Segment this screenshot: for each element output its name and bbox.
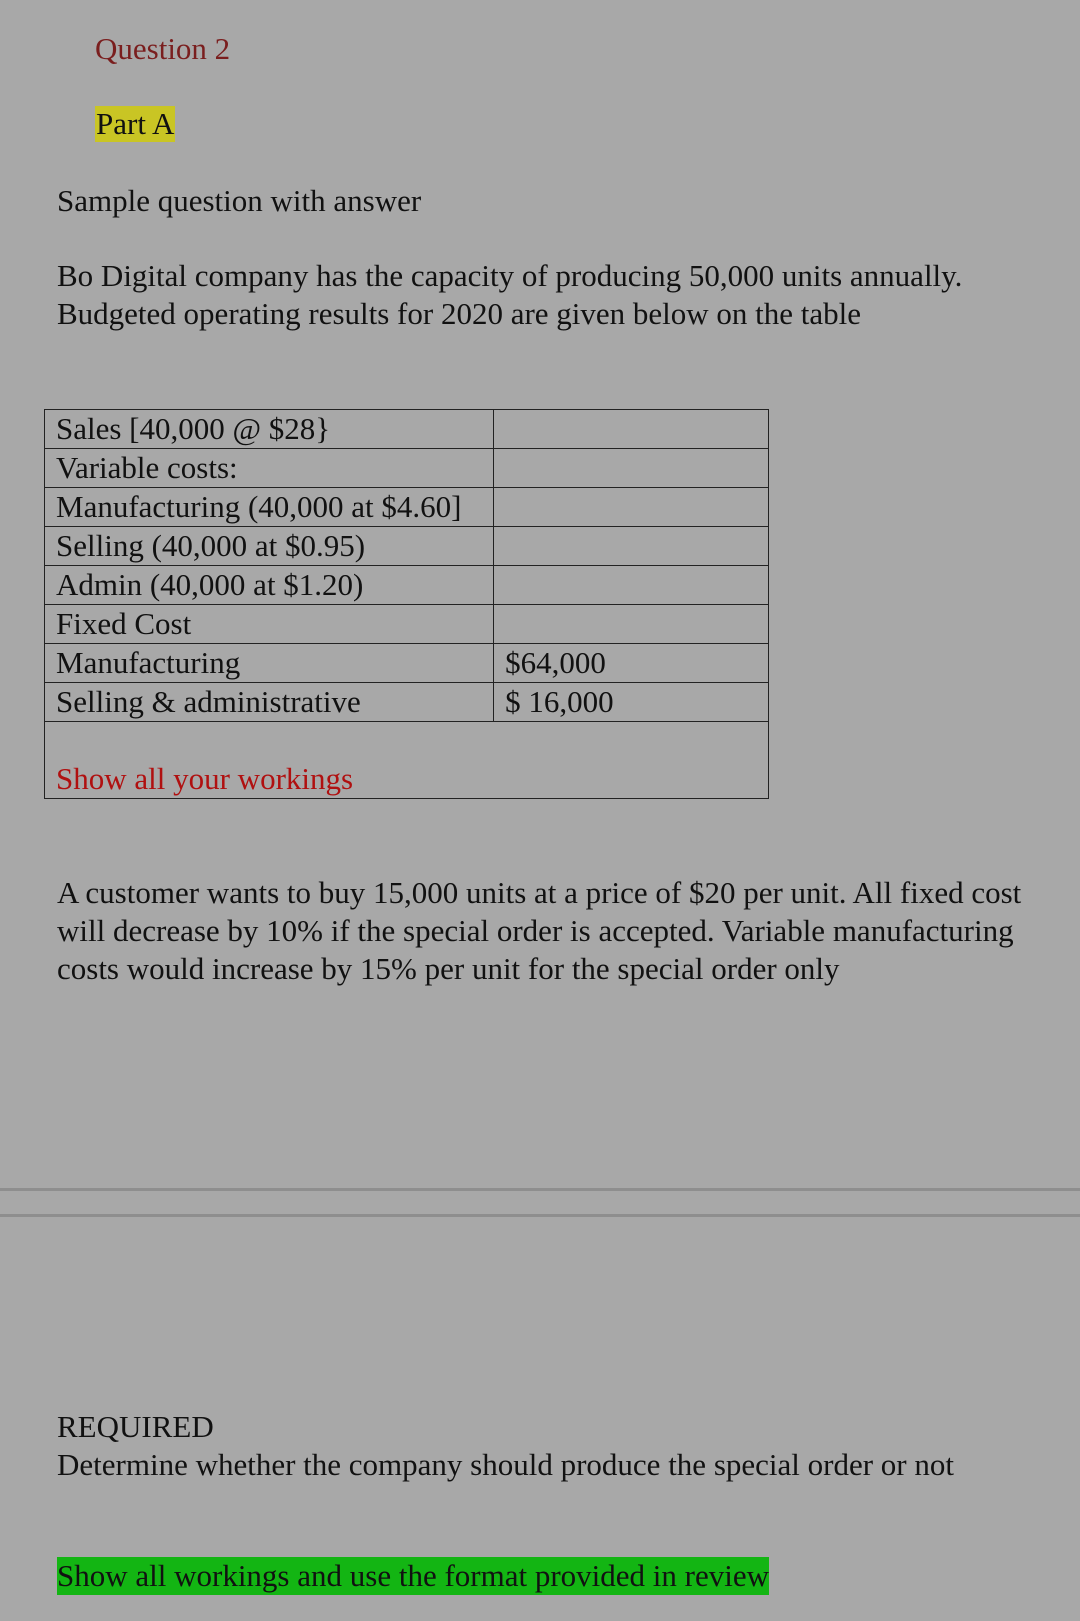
page-divider-bottom xyxy=(0,1214,1080,1217)
row-label-fixed-cost: Fixed Cost xyxy=(45,605,494,644)
workings-note: Show all your workings xyxy=(45,722,769,799)
table-row xyxy=(45,722,769,799)
row-label-selling-variable: Selling (40,000 at $0.95) xyxy=(45,527,494,566)
intro-paragraph: Bo Digital company has the capacity of producing 50,000 units annually. Budgeted operating results for 2020 are given below on the table xyxy=(57,258,963,331)
table-row xyxy=(45,605,769,644)
sample-heading: Sample question with answer xyxy=(57,183,422,218)
required-heading: REQUIRED xyxy=(57,1409,214,1444)
row-label-admin-variable: Admin (40,000 at $1.20) xyxy=(45,566,494,605)
row-value-admin-variable xyxy=(494,566,769,605)
required-text: Determine whether the company should produce the special order or not xyxy=(57,1447,954,1482)
row-value-fixed-cost xyxy=(494,605,769,644)
row-value-selling-variable xyxy=(494,527,769,566)
row-value-variable-costs xyxy=(494,449,769,488)
table-row xyxy=(45,683,769,722)
question-title: Question 2 xyxy=(95,31,231,66)
table-row xyxy=(45,644,769,683)
part-label: Part A xyxy=(96,106,175,141)
page-divider-top xyxy=(0,1188,1080,1191)
row-value-sales xyxy=(494,410,769,449)
row-value-manufacturing-variable xyxy=(494,488,769,527)
row-label-manufacturing-fixed: Manufacturing xyxy=(45,644,494,683)
table-row xyxy=(45,410,769,449)
row-label-variable-costs: Variable costs: xyxy=(45,449,494,488)
row-label-selling-admin-fixed: Selling & administrative xyxy=(45,683,494,722)
row-label-manufacturing-variable: Manufacturing (40,000 at $4.60] xyxy=(45,488,494,527)
table-row xyxy=(45,527,769,566)
final-note: Show all workings and use the format provided in review xyxy=(57,1558,769,1593)
table-row xyxy=(45,488,769,527)
budget-table xyxy=(44,409,769,799)
row-value-selling-admin-fixed: $ 16,000 xyxy=(494,683,769,722)
table-row xyxy=(45,566,769,605)
customer-paragraph: A customer wants to buy 15,000 units at a price of $20 per unit. All fixed cost will decrease by 10% if the special order is accepted. Variable manufacturing costs would increase by 15% per unit for the special order only xyxy=(57,875,1022,986)
table-row xyxy=(45,449,769,488)
row-label-sales: Sales [40,000 @ $28} xyxy=(45,410,494,449)
row-value-manufacturing-fixed: $64,000 xyxy=(494,644,769,683)
